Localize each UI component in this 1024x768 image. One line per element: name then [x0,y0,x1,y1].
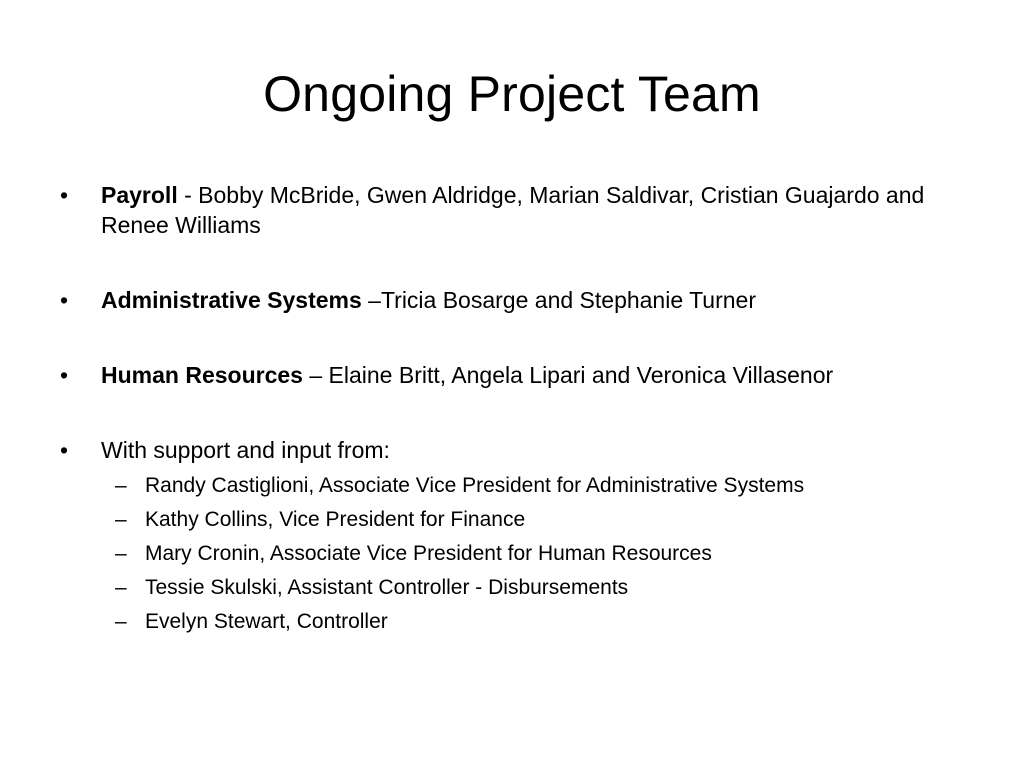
bullet-human-resources [60,360,960,390]
bullet-heading: Payroll [101,182,178,208]
support-item-text: Tessie Skulski, Assistant Controller - Disbursements [145,576,629,599]
bullet-dot-icon: • [60,287,69,313]
bullet-heading: Human Resources [101,362,303,388]
bullet-support [60,435,960,639]
slide-title: Ongoing Project Team [263,66,761,122]
bullet-heading: Administrative Systems [101,287,362,313]
support-list [101,469,960,639]
bullet-payroll [60,180,960,240]
dash-icon: – [115,474,127,497]
support-item-text: Kathy Collins, Vice President for Finance [145,508,526,531]
bullet-dot-icon: • [60,362,69,388]
dash-icon: – [115,508,127,531]
support-item-text: Mary Cronin, Associate Vice President for Human Resources [145,542,712,565]
bullet-administrative-systems [60,285,960,315]
bullet-text: With support and input from: [101,437,390,463]
bullet-text: – Elaine Britt, Angela Lipari and Veronica Villasenor [302,362,834,388]
support-item-text: Randy Castiglioni, Associate Vice President for Administrative Systems [145,474,805,497]
support-item [101,503,960,537]
support-item [101,537,960,571]
dash-icon: – [115,542,127,565]
support-item [101,605,960,639]
bullet-text: –Tricia Bosarge and Stephanie Turner [361,287,756,313]
support-item-text: Evelyn Stewart, Controller [145,610,388,633]
dash-icon: – [115,610,127,633]
dash-icon: – [115,576,127,599]
bullet-dot-icon: • [60,182,69,208]
support-item [101,571,960,605]
bullet-list [60,180,960,639]
support-item [101,469,960,503]
bullet-dot-icon: • [60,437,69,463]
bullet-text: - Bobby McBride, Gwen Aldridge, Marian Saldivar, Cristian Guajardo and Renee Williams [101,182,925,238]
